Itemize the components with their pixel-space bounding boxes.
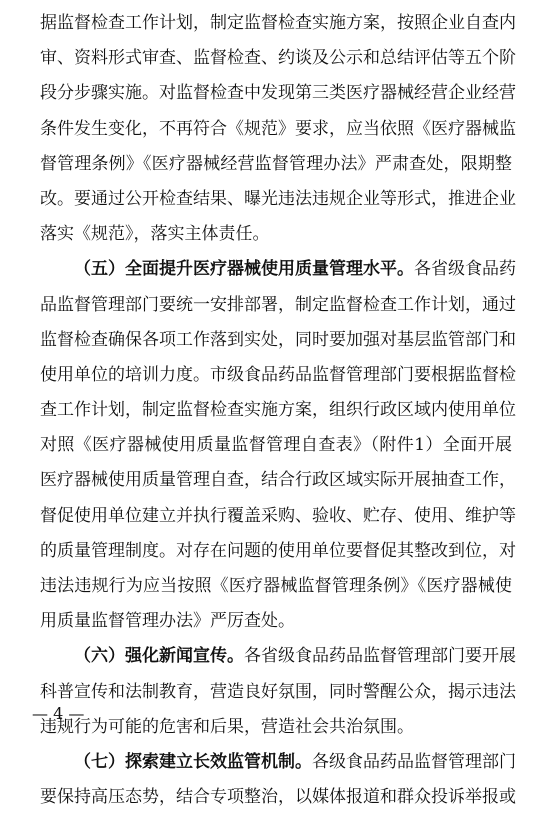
section-heading: （六）强化新闻宣传。: [74, 646, 244, 667]
text-line: 对照《医疗器械使用质量监督管理自查表》（附件1）全面开展: [40, 435, 512, 456]
section-heading-line: [40, 252, 516, 287]
section-heading-line: [40, 639, 516, 674]
text-line: 改。要通过公开检查结果、曝光违法违规企业等形式，推进企业: [40, 188, 516, 209]
section-heading: （七）探索建立长效监管机制。: [74, 751, 312, 772]
heading-line-text: 各省级食品药品监督管理部门要开展: [244, 646, 516, 667]
section-heading-line: [40, 745, 516, 780]
text-line: 督促使用单位建立并执行覆盖采购、验收、贮存、使用、维护等: [40, 505, 516, 526]
paragraph-continuation: [40, 6, 516, 252]
text-line: 品监督管理部门要统一安排部署，制定监督检查工作计划，通过: [40, 294, 516, 315]
section-five: [40, 252, 516, 639]
text-line: 督管理条例》《医疗器械经营监督管理办法》严肃查处，限期整: [40, 153, 512, 174]
page-number: — 4 —: [32, 704, 85, 723]
section-six: [40, 639, 516, 745]
text-line: 用质量监督管理办法》严厉查处。: [40, 611, 295, 632]
text-line: 监督检查确保各项工作落到实处，同时要加强对基层监管部门和: [40, 329, 516, 350]
text-line: 落实《规范》，落实主体责任。: [40, 224, 270, 245]
text-line: 据监督检查工作计划，制定监督检查实施方案，按照企业自查内: [40, 13, 516, 33]
text-line: 医疗器械使用质量管理自查，结合行政区域实际开展抽查工作，: [40, 470, 516, 491]
text-line: 科普宣传和法制教育，营造良好氛围，同时警醒公众，揭示违法: [40, 681, 516, 702]
text-line: 审、资料形式审查、监督检查、约谈及公示和总结评估等五个阶: [40, 48, 516, 69]
text-line: 使用单位的培训力度。市级食品药品监督管理部门要根据监督检: [40, 364, 516, 385]
heading-line-text: 各级食品药品监督管理部门: [312, 751, 516, 772]
section-seven: [40, 745, 516, 815]
document-body: [40, 6, 516, 815]
text-line: 的质量管理制度。对存在问题的使用单位要督促其整改到位，对: [40, 540, 516, 561]
text-line: 查工作计划，制定监督检查实施方案，组织行政区域内使用单位: [40, 400, 516, 421]
text-line: 违规行为可能的危害和后果，营造社会共治氛围。: [40, 716, 414, 737]
heading-line-text: 各省级食品药: [414, 259, 516, 280]
text-line: 要保持高压态势，结合专项整治，以媒体报道和群众投诉举报或: [40, 787, 516, 808]
text-line: 条件发生变化，不再符合《规范》要求，应当依照《医疗器械监: [40, 118, 516, 139]
section-heading: （五）全面提升医疗器械使用质量管理水平。: [74, 259, 414, 280]
text-line: 违法违规行为应当按照《医疗器械监督管理条例》《医疗器械使: [40, 576, 512, 596]
text-line: 段分步骤实施。对监督检查中发现第三类医疗器械经营企业经营: [40, 83, 516, 104]
